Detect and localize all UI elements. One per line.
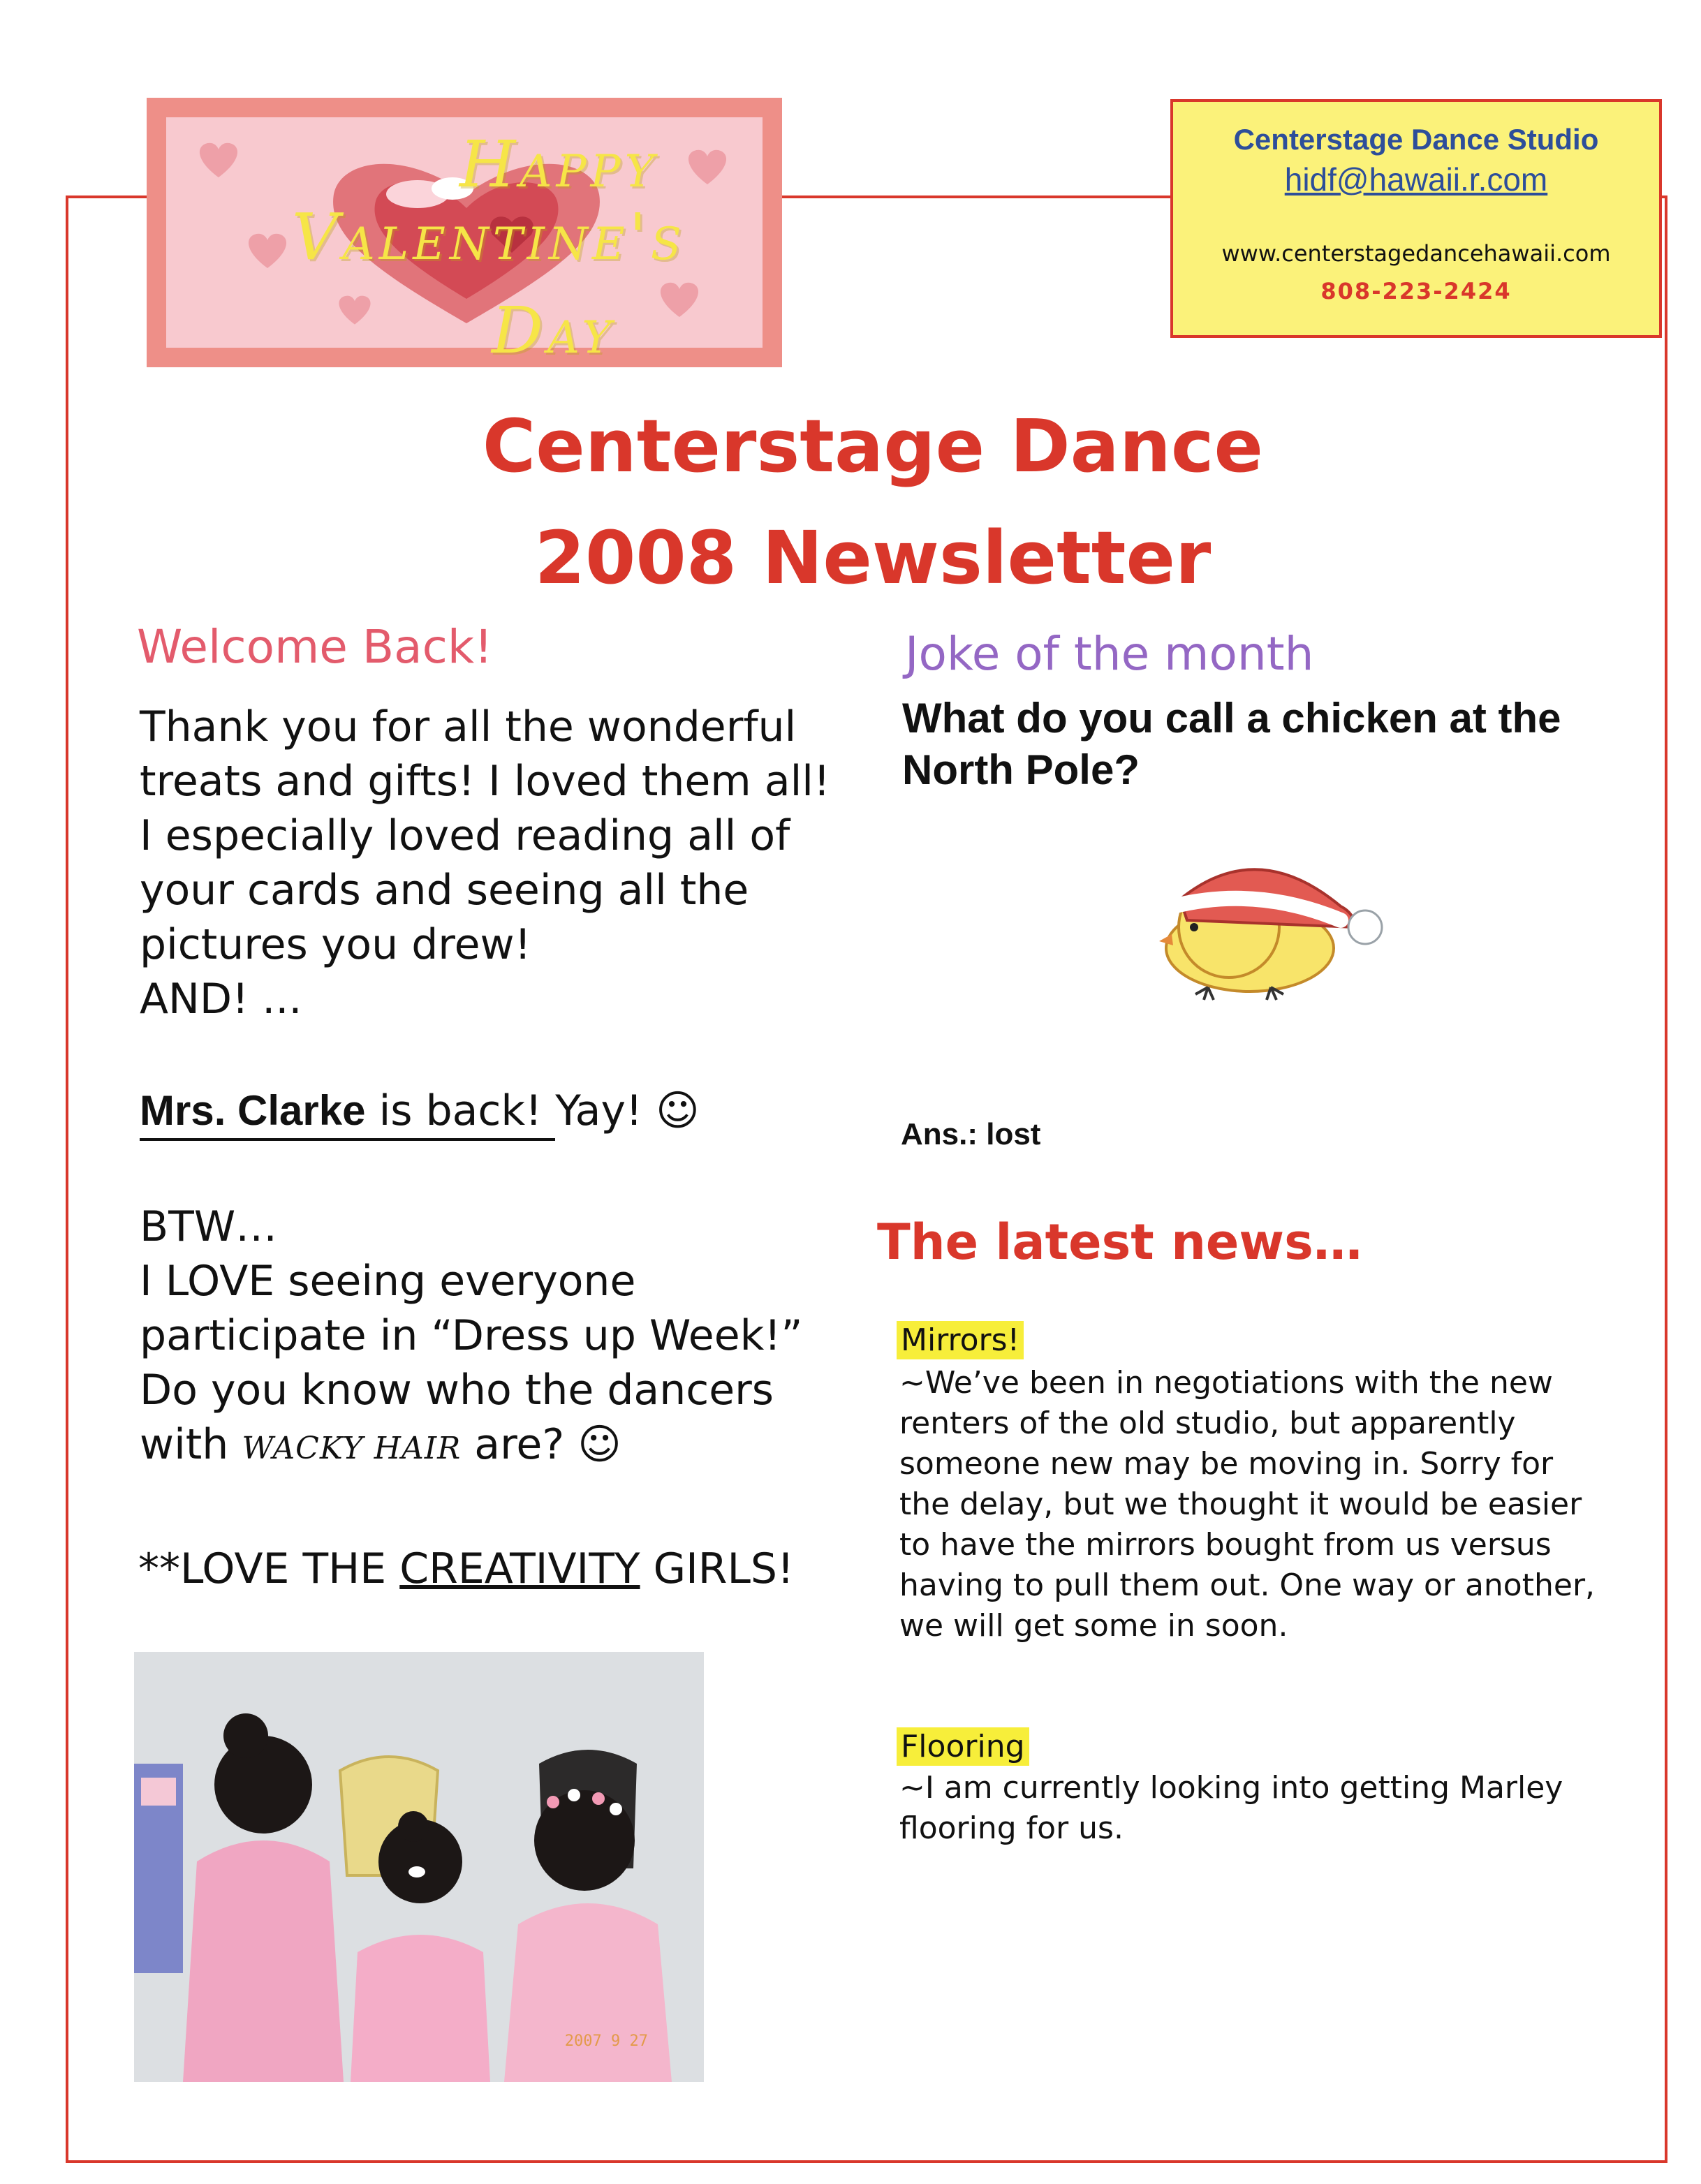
love-creativity: CREATIVITY <box>399 1544 640 1593</box>
welcome-and: AND! ... <box>140 975 302 1024</box>
small-heart-icon <box>655 278 704 320</box>
btw-paragraph <box>140 1200 866 1476</box>
valentine-banner-inner <box>166 117 763 348</box>
valentine-line-2: Valentine's <box>292 200 686 274</box>
welcome-text: Thank you for all the wonderful treats and gifts! I loved them all! I especially loved reading all of your cards and seeing all the pictures you drew! <box>140 702 830 969</box>
contact-box <box>1170 99 1662 338</box>
btw-line-2: I LOVE seeing everyone participate in “Dress up Week!” Do you know who the dancers with <box>140 1257 803 1469</box>
mirrors-paragraph: ~We’ve been in negotiations with the new renters of the old studio, but apparently someone new may be moving in. Sorry for the delay, but we thought it would be easier to have the mirrors bought from us versus having to pull them out. One way or another, we will get some in soon. <box>899 1365 1596 1644</box>
small-heart-icon <box>683 145 732 187</box>
website-link[interactable]: www.centerstagedancehawaii.com <box>1221 240 1611 267</box>
wacky-hair-text: WACKY HAIR <box>242 1431 462 1466</box>
love-suffix: GIRLS! <box>640 1544 795 1593</box>
email-link[interactable]: hidf@hawaii.r.com <box>1284 161 1548 198</box>
welcome-paragraph <box>140 700 838 1026</box>
latest-news-heading: The latest news… <box>877 1213 1362 1271</box>
joke-question: What do you call a chicken at the North Pole? <box>902 695 1561 793</box>
welcome-heading: Welcome Back! <box>137 620 493 674</box>
valentine-line-3: Day <box>492 293 616 368</box>
mirrors-tag: Mirrors! <box>897 1321 1024 1359</box>
clarke-yay: Yay! ☺ <box>555 1086 700 1135</box>
clarke-name: Mrs. Clarke <box>140 1087 366 1134</box>
newsletter-title-line-1: Centerstage Dance <box>482 404 1264 489</box>
dancers-photo-illustration <box>134 1652 704 2082</box>
love-prefix: **LOVE THE <box>138 1544 400 1593</box>
clarke-rest: is back! <box>365 1086 556 1135</box>
small-heart-icon <box>334 292 376 327</box>
photo-date-stamp: 2007 9 27 <box>564 2032 648 2050</box>
joke-answer: Ans.: lost <box>901 1117 1041 1151</box>
valentine-line-1: Happy <box>459 127 658 202</box>
creativity-line <box>138 1544 794 1593</box>
small-heart-icon <box>243 229 292 271</box>
clarke-announcement <box>140 1086 700 1135</box>
dancers-photo <box>134 1652 704 2082</box>
small-heart-icon <box>194 138 243 180</box>
newsletter-title-line-2: 2008 Newsletter <box>534 515 1212 600</box>
joke-heading: Joke of the month <box>905 627 1314 681</box>
studio-name: Centerstage Dance Studio <box>1233 123 1599 156</box>
chick-santa-hat-icon <box>1145 850 1397 1004</box>
btw-line-1: BTW… <box>140 1202 278 1251</box>
valentine-banner <box>147 98 782 367</box>
btw-end: are? ☺ <box>461 1420 621 1469</box>
flooring-paragraph: ~I am currently looking into getting Marley flooring for us. <box>899 1770 1563 1846</box>
flooring-tag: Flooring <box>897 1727 1029 1766</box>
phone-number: 808-223-2424 <box>1320 278 1512 304</box>
